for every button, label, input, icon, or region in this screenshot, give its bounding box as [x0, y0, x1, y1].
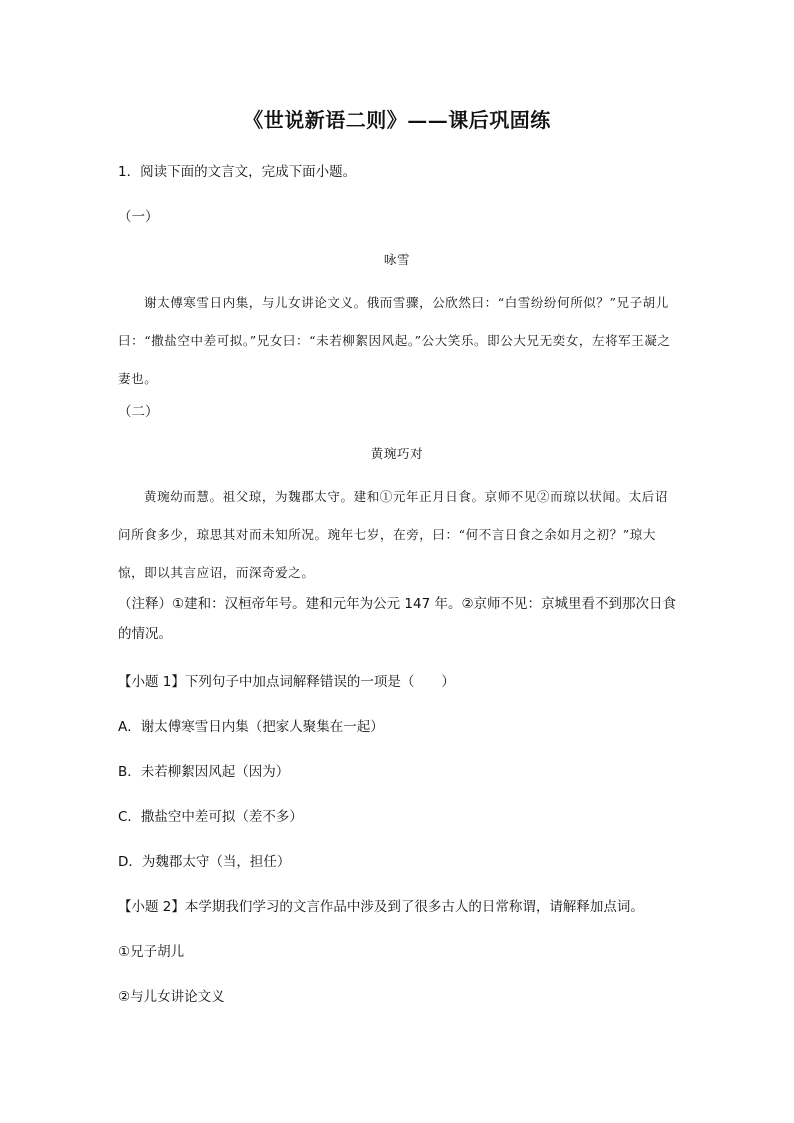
- passage-text-one: 谢太傅寒雪日内集，与儿女讲论文义。俄而雪骤，公欣然曰：“白雪纷纷何所似？”兄子胡儿曰：“撒盐空中差可拟。”兄女曰：“未若柳絮因风起。”公大笑乐。即公大兄无奕女，左将军王凝之妻也。: [118, 295, 671, 386]
- question-two-item-one: ①兄子胡儿: [118, 944, 185, 960]
- passage-text-two: 黄琬幼而慧。祖父琼，为魏郡太守。建和①元年正月日食。京师不见②而琼以状闻。太后诏问所食多少，琼思其对而未知所况。琬年七岁，在旁，曰：“何不言日食之余如月之初？”琼大惊，即以其言应诏，而深奇爱之。: [118, 489, 669, 580]
- question-intro: 1．阅读下面的文言文，完成下面小题。: [118, 164, 357, 180]
- section-label-one: （一）: [118, 209, 159, 225]
- option-d: D．为魏郡太守（当，担任）: [118, 854, 291, 870]
- option-c: C．撒盐空中差可拟（差不多）: [118, 809, 303, 825]
- option-b: B．未若柳絮因风起（因为）: [118, 764, 290, 780]
- passage-heading-one: 咏雪: [383, 252, 411, 267]
- question-two: 【小题 2】本学期我们学习的文言作品中涉及到了很多古人的日常称谓，请解释加点词。: [118, 899, 644, 915]
- page-title: 《世说新语二则》——课后巩固练: [243, 108, 551, 132]
- option-a: A．谢太傅寒雪日内集（把家人聚集在一起）: [118, 719, 384, 735]
- question-two-item-two: ②与儿女讲论文义: [118, 989, 225, 1005]
- annotation-note: （注释）①建和：汉桓帝年号。建和元年为公元 147 年。②京师不见：京城里看不到那次日食的情况。: [118, 596, 677, 642]
- question-one: 【小题 1】下列句子中加点词解释错误的一项是（ ）: [118, 674, 455, 690]
- section-label-two: （二）: [118, 404, 159, 420]
- passage-heading-two: 黄琬巧对: [370, 446, 424, 461]
